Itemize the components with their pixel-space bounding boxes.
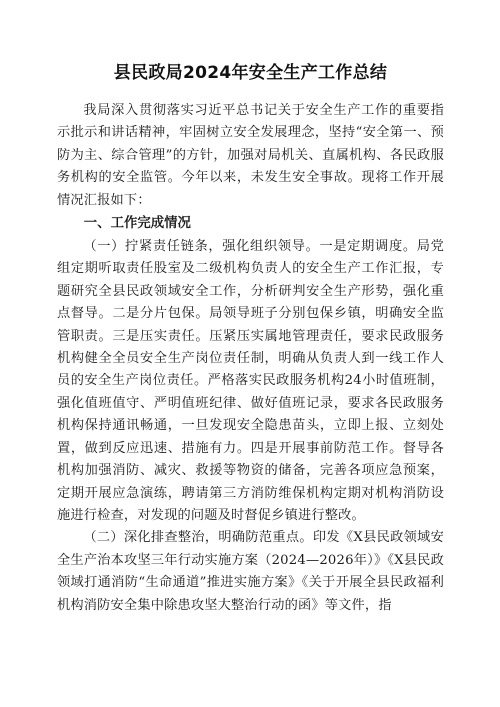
document-title: 县民政局2024年安全生产工作总结 xyxy=(113,63,388,83)
intro-paragraph: 我局深入贯彻落实习近平总书记关于安全生产工作的重要指示批示和讲话精神，牢固树立安全发展理念，坚持“安全第一、预防为主、综合管理”的方针，加强对局机关、直属机构、各民政服务机构的安全监管。今年以来，未发生安全事故。现将工作开展情况汇报如下： xyxy=(57,103,444,208)
paragraph-inspection-rectification: （二）深化排查整治，明确防范重点。印发《X县民政领域安全生产治本攻坚三年行动实施方案（2024—2026年）》《X县民政领域打通消防“生命通道”推进实施方案》《关于开展全县民政福利机构消防安全集中除患攻坚大整治行动的函》等文件，指 xyxy=(57,530,444,613)
paragraph-responsibility-chain: （一）拧紧责任链条，强化组织领导。一是定期调度。局党组定期听取责任股室及二级机构负责人的安全生产工作汇报，专题研究全县民政领域安全工作，分析研判安全生产形势，强化重点督导。二是分片包保。局领导班子分别包保乡镇，明确安全监管职责。三是压实责任。压紧压实属地管理责任，要求民政服务机构健全全员安全生产岗位责任制，明确从负责人到一线工作人员的安全生产岗位责任。严格落实民政服务机构24小时值班制，强化值班值守、严明值班纪律、做好值班记录，要求各民政服务机构保持通讯畅通，一旦发现安全隐患苗头，立即上报、立刻处置，做到反应迅速、措施有力。四是开展事前防范工作。督导各机构加强消防、减灾、救援等物资的储备，完善各项应急预案，定期开展应急演练，聘请第三方消防维保机构定期对机构消防设施进行检查，对发现的问题及时督促乡镇进行整改。 xyxy=(57,239,444,523)
section-heading-work-completion: 一、工作完成情况 xyxy=(83,216,191,232)
